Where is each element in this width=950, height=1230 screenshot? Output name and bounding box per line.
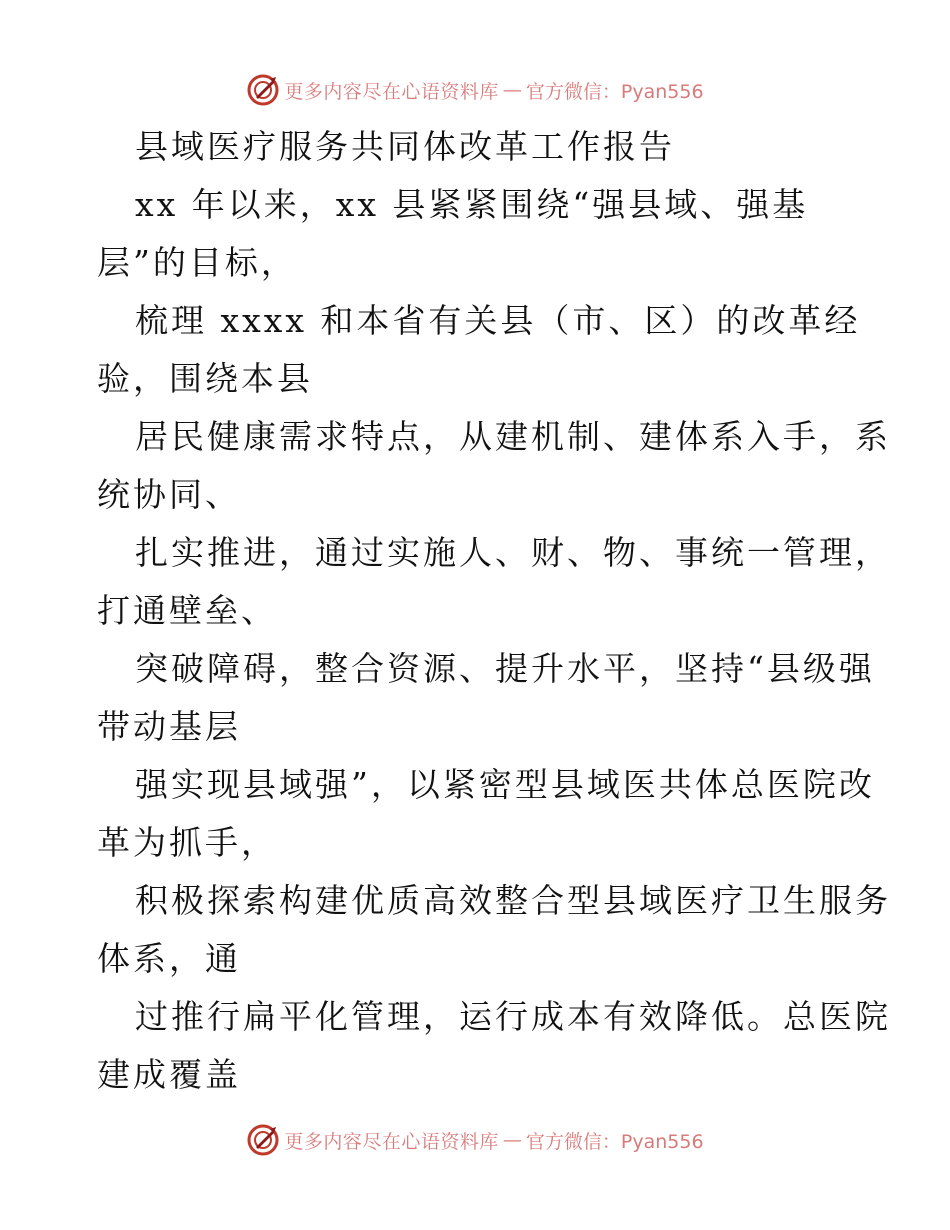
text-line: 扎实推进，通过实施人、财、物、事统一管理，	[135, 533, 891, 572]
text-line: 带动基层	[97, 707, 241, 746]
logo-icon	[246, 1123, 280, 1157]
banner-contact: 官方微信：Pyan556	[525, 1130, 704, 1153]
banner-separator: —	[502, 79, 522, 101]
text-line: 梳理 xxxx 和本省有关县（市、区）的改革经	[135, 301, 861, 340]
document-body	[97, 118, 891, 1104]
text-line: 县域医疗服务共同体改革工作报告	[135, 127, 675, 166]
text-line: 居民健康需求特点，从建机制、建体系入手，系	[135, 417, 891, 456]
text-line: 统协同、	[97, 475, 241, 514]
text-line: 突破障碍，整合资源、提升水平，坚持“县级强	[135, 649, 875, 688]
footer-banner	[0, 1120, 950, 1160]
text-line: 革为抓手，	[97, 823, 277, 862]
banner-title: 更多内容尽在心语资料库	[284, 1130, 499, 1153]
text-line: 积极探索构建优质高效整合型县域医疗卫生服务	[135, 881, 891, 920]
logo-icon	[246, 73, 280, 107]
banner-separator: —	[502, 1129, 522, 1151]
text-line: 验，围绕本县	[97, 359, 313, 398]
text-line: 过推行扁平化管理，运行成本有效降低。总医院	[135, 997, 891, 1036]
text-line: 建成覆盖	[97, 1055, 241, 1094]
banner-contact: 官方微信：Pyan556	[525, 80, 704, 103]
text-line: 打通壁垒、	[97, 591, 277, 630]
text-line: 层”的目标，	[97, 243, 297, 282]
banner-title: 更多内容尽在心语资料库	[284, 80, 499, 103]
text-line: 体系，通	[97, 939, 241, 978]
header-banner	[0, 70, 950, 110]
text-line: 强实现县域强”，以紧密型县域医共体总医院改	[135, 765, 875, 804]
text-line: xx 年以来，xx 县紧紧围绕“强县域、强基	[135, 185, 809, 224]
